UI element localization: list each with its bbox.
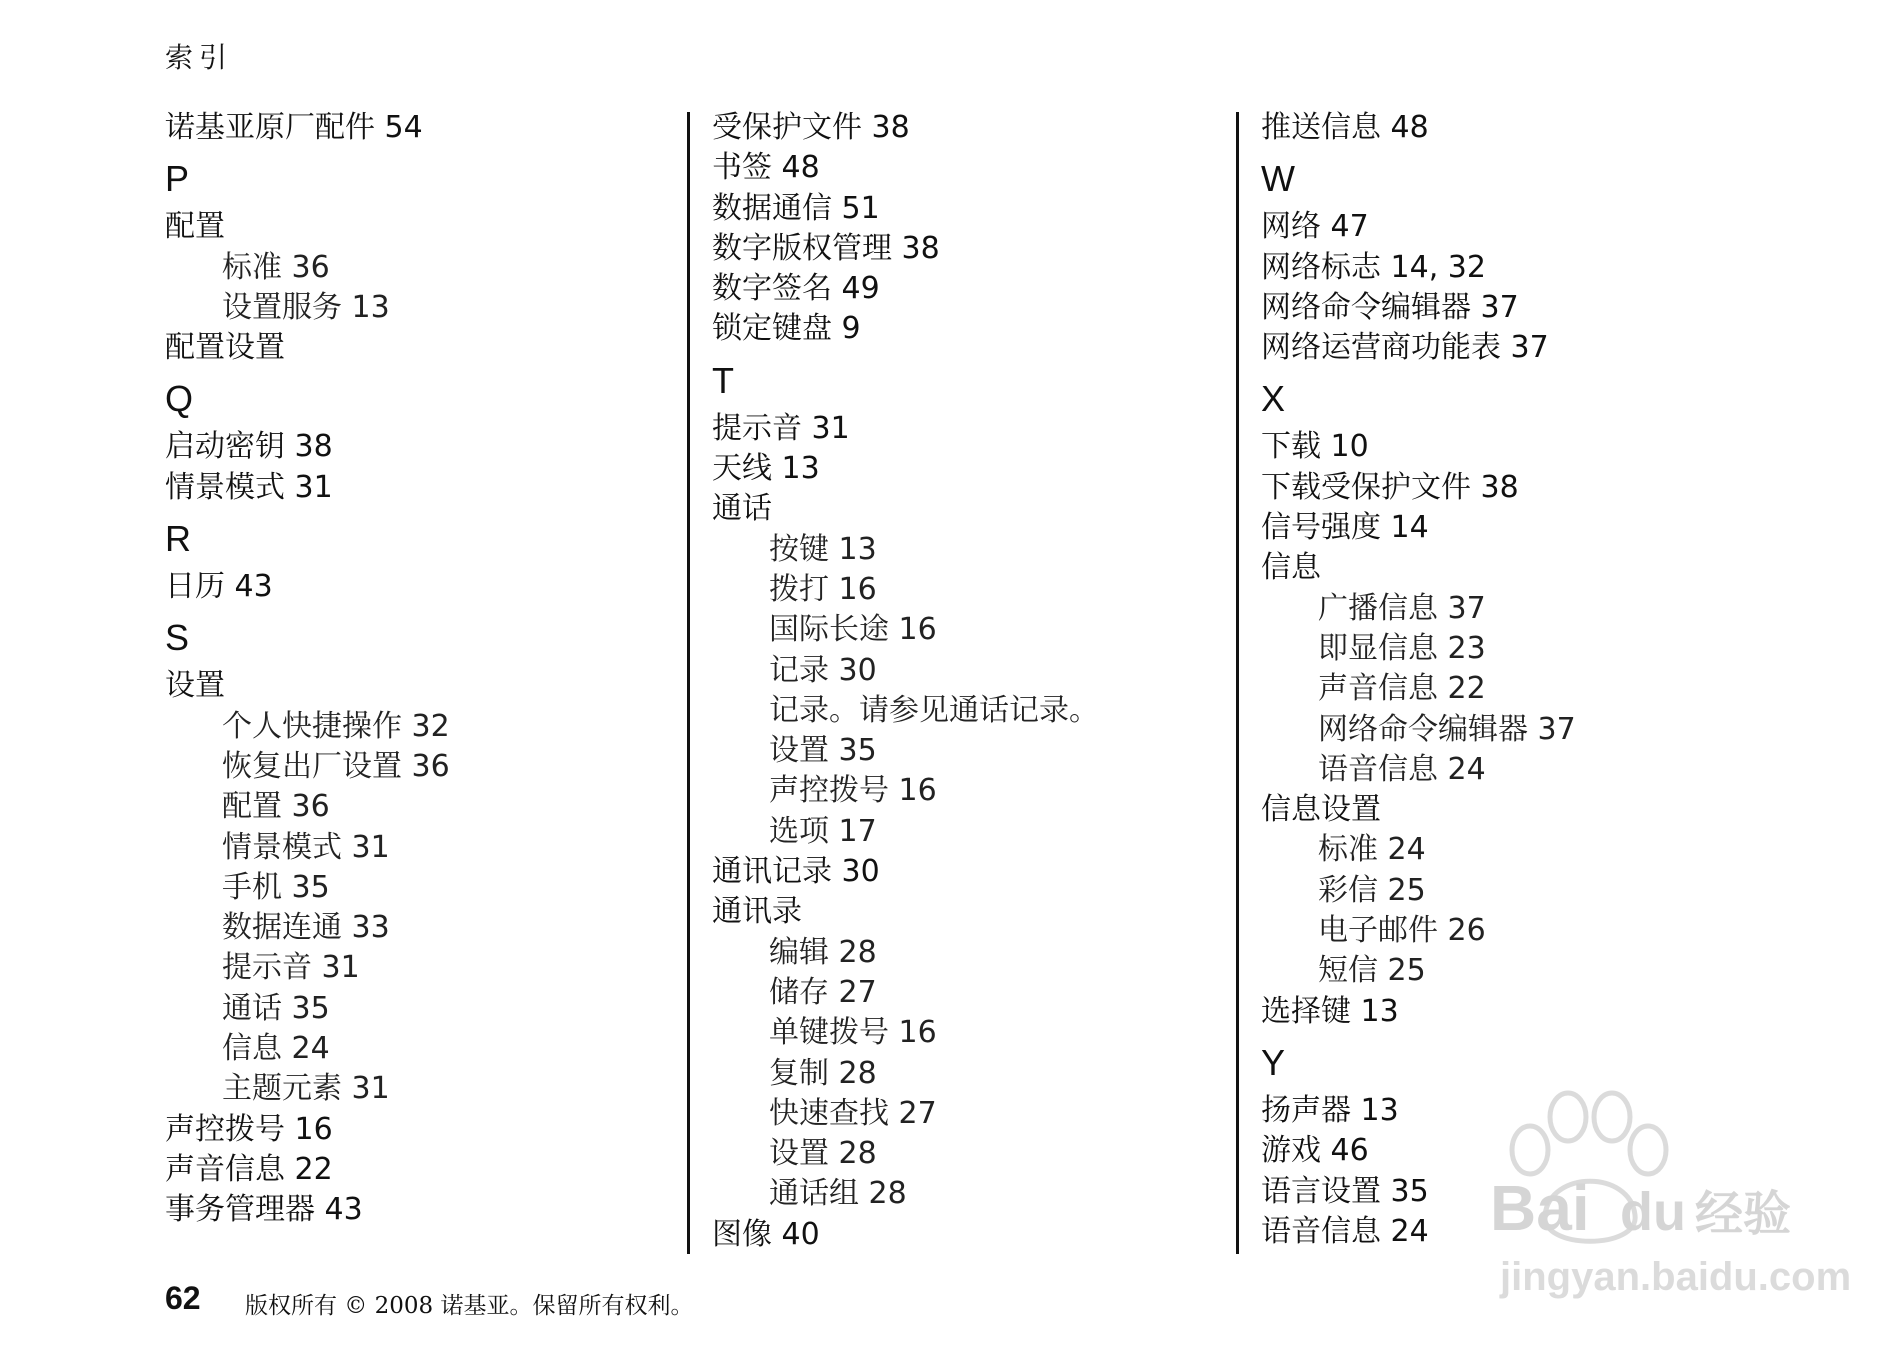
index-subentry: 拨打 16 xyxy=(769,571,877,607)
index-subentry: 声控拨号 16 xyxy=(769,773,937,809)
index-letter-heading: Y xyxy=(1261,1041,1286,1083)
index-subentry: 记录 30 xyxy=(769,652,877,688)
index-subentry: 声音信息 22 xyxy=(1318,671,1486,707)
index-entry: 数据通信 51 xyxy=(712,190,880,226)
index-entry: 选择键 13 xyxy=(1261,993,1399,1029)
index-entry: 提示音 31 xyxy=(712,410,850,446)
index-subentry: 主题元素 31 xyxy=(222,1071,390,1107)
index-entry: 数字版权管理 38 xyxy=(712,230,940,266)
index-entry: 情景模式 31 xyxy=(165,469,333,505)
svg-text:jingyan.baidu.com: jingyan.baidu.com xyxy=(1500,1255,1852,1299)
index-entry: 书签 48 xyxy=(712,150,820,186)
baidu-jingyan-watermark xyxy=(1490,1075,1852,1305)
index-subentry: 信息 24 xyxy=(222,1031,330,1067)
column-divider xyxy=(687,112,690,1254)
index-subentry: 储存 27 xyxy=(769,974,877,1010)
index-subentry: 选项 17 xyxy=(769,813,877,849)
index-entry: 通讯记录 30 xyxy=(712,854,880,890)
index-column-2 xyxy=(712,108,1232,1255)
index-entry: 启动密钥 38 xyxy=(165,429,333,465)
index-subentry: 单键拨号 16 xyxy=(769,1015,937,1051)
index-letter-heading: S xyxy=(165,617,190,659)
index-subentry: 设置服务 13 xyxy=(222,289,390,325)
index-entry: 配置 xyxy=(165,209,225,245)
index-subentry: 标准 24 xyxy=(1318,832,1426,868)
index-entry: 日历 43 xyxy=(165,569,273,605)
index-entry: 网络 47 xyxy=(1261,209,1369,245)
index-entry: 事务管理器 43 xyxy=(165,1192,363,1228)
index-entry: 扬声器 13 xyxy=(1261,1092,1399,1128)
index-subentry: 语音信息 24 xyxy=(1318,751,1486,787)
index-entry: 天线 13 xyxy=(712,451,820,487)
index-subentry: 按键 13 xyxy=(769,531,877,567)
index-entry: 网络标志 14, 32 xyxy=(1261,249,1486,285)
index-entry: 信息 xyxy=(1261,550,1321,586)
index-entry: 下载受保护文件 38 xyxy=(1261,469,1519,505)
index-entry: 语音信息 24 xyxy=(1261,1213,1429,1249)
index-entry: 诺基亚原厂配件 54 xyxy=(165,110,423,145)
copyright-notice: 版权所有 © 2008 诺基亚。保留所有权利。 xyxy=(245,1293,694,1319)
index-entry: 受保护文件 38 xyxy=(712,110,910,145)
index-entry: 语言设置 35 xyxy=(1261,1173,1429,1209)
index-entry: 声控拨号 16 xyxy=(165,1111,333,1147)
index-letter-heading: R xyxy=(165,518,191,560)
index-subentry: 快速查找 27 xyxy=(769,1095,937,1131)
index-entry: 通讯录 xyxy=(712,894,802,930)
index-entry: 网络运营商功能表 37 xyxy=(1261,330,1549,366)
index-letter-heading: W xyxy=(1261,158,1295,200)
index-entry: 设置 xyxy=(165,668,225,704)
index-entry: 信息设置 xyxy=(1261,792,1381,828)
index-subentry: 数据连通 33 xyxy=(222,910,390,946)
index-subentry: 通话 35 xyxy=(222,990,330,1026)
index-entry: 通话 xyxy=(712,491,772,527)
index-entry: 图像 40 xyxy=(712,1216,820,1252)
index-entry: 游戏 46 xyxy=(1261,1133,1369,1169)
index-letter-heading: T xyxy=(712,359,734,401)
index-entry: 配置设置 xyxy=(165,330,285,366)
index-subentry: 国际长途 16 xyxy=(769,612,937,648)
index-subentry: 即显信息 23 xyxy=(1318,630,1486,666)
index-subentry: 手机 35 xyxy=(222,869,330,905)
index-entry: 锁定键盘 9 xyxy=(712,311,861,347)
svg-text:经验: 经验 xyxy=(1695,1186,1792,1242)
index-subentry: 设置 28 xyxy=(769,1136,877,1172)
index-entry: 下载 10 xyxy=(1261,429,1369,465)
index-letter-heading: X xyxy=(1261,378,1286,420)
index-subentry: 彩信 25 xyxy=(1318,872,1426,908)
page-number: 62 xyxy=(165,1280,201,1316)
index-subentry: 通话组 28 xyxy=(769,1176,907,1212)
index-entry: 声音信息 22 xyxy=(165,1151,333,1187)
svg-text:Bai: Bai xyxy=(1490,1172,1590,1244)
index-entry: 推送信息 48 xyxy=(1261,110,1429,145)
index-entry: 数字签名 49 xyxy=(712,271,880,307)
index-subentry: 电子邮件 26 xyxy=(1318,913,1486,949)
column-divider xyxy=(1236,112,1239,1254)
index-subentry: 设置 35 xyxy=(769,733,877,769)
index-column-1 xyxy=(165,108,685,1231)
index-subentry: 短信 25 xyxy=(1318,953,1426,989)
index-subentry: 配置 36 xyxy=(222,789,330,825)
index-subentry: 网络命令编辑器 37 xyxy=(1318,711,1576,747)
index-entry: 信号强度 14 xyxy=(1261,510,1429,546)
index-subentry: 广播信息 37 xyxy=(1318,590,1486,626)
index-subentry: 恢复出厂设置 36 xyxy=(222,748,450,784)
index-subentry: 个人快捷操作 32 xyxy=(222,708,450,744)
svg-text:du: du xyxy=(1620,1182,1686,1242)
index-entry: 网络命令编辑器 37 xyxy=(1261,289,1519,325)
index-subentry: 情景模式 31 xyxy=(222,829,390,865)
index-subentry: 标准 36 xyxy=(222,249,330,285)
index-subentry: 提示音 31 xyxy=(222,950,360,986)
index-subentry: 记录。请参见通话记录。 xyxy=(769,692,1099,728)
index-letter-heading: Q xyxy=(165,378,194,420)
index-subentry: 复制 28 xyxy=(769,1055,877,1091)
index-letter-heading: P xyxy=(165,158,190,200)
index-subentry: 编辑 28 xyxy=(769,934,877,970)
page-header: 索引 xyxy=(165,41,234,74)
